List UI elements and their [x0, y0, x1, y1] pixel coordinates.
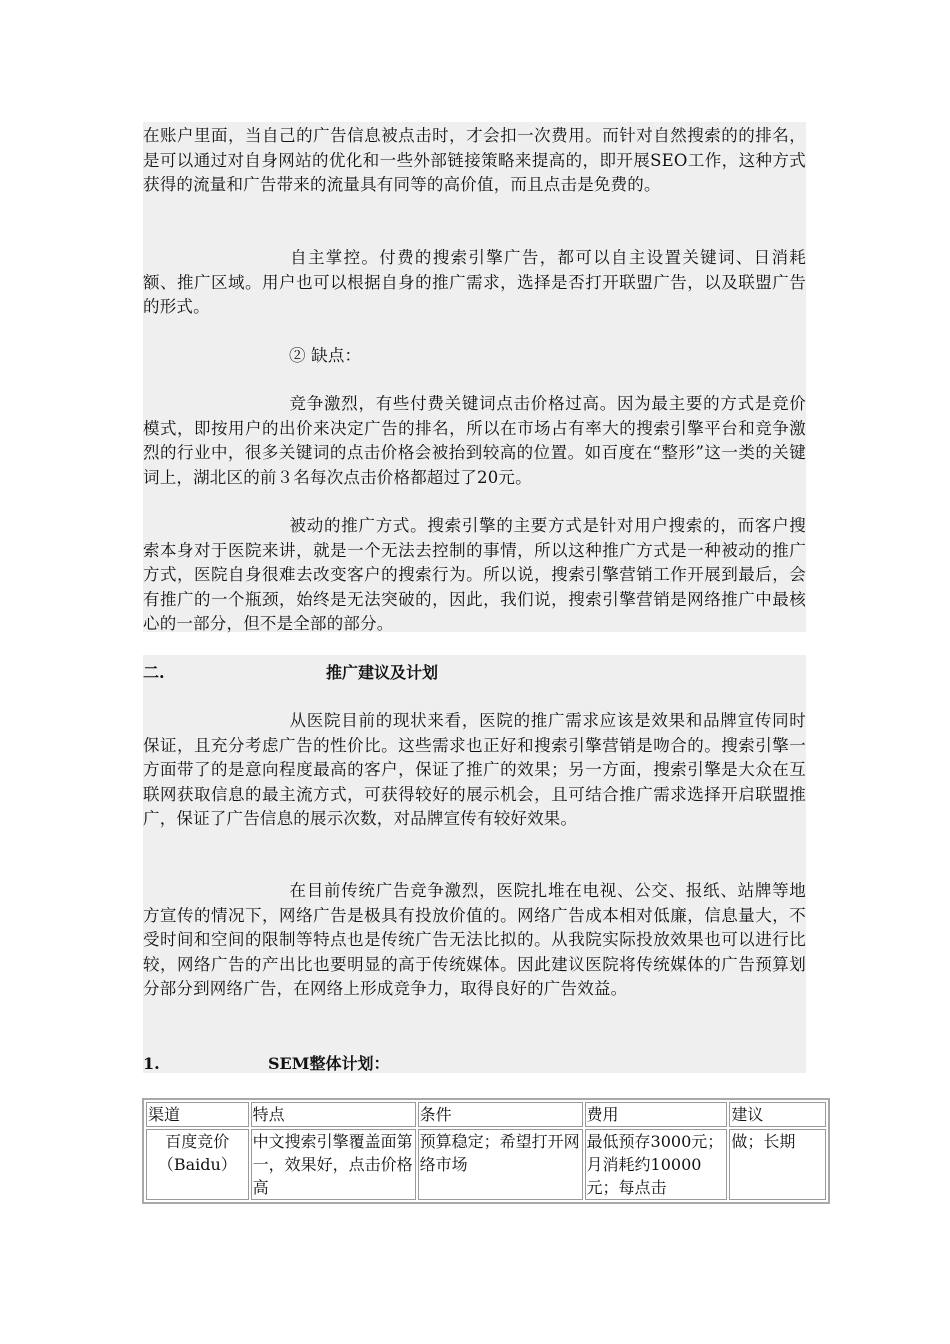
section-title: SEM整体计划：: [268, 1054, 390, 1073]
table-header-cell: 特点: [251, 1102, 416, 1127]
paragraph-text: 从医院目前的现状来看，医院的推广需求应该是效果和品牌宣传同时保证，且充分考虑广告的性价比。这些需求也正好和搜索引擎营销是吻合的。搜索引擎一方面带了的是意向程度最高的客户，保证了推广的效果；另一方面，搜索引擎是大众在互联网获取信息的最主流方式，可获得较好的展示机会，且可结合推广需求选择开启联盟推广，保证了广告信息的展示次数，对品牌宣传有较好效果。: [143, 711, 806, 828]
table-cell: 百度竞价（Baidu）: [146, 1129, 249, 1200]
paragraph-passive: [143, 514, 806, 637]
paragraph-current-status: [143, 709, 806, 832]
paragraph-self-control: [143, 246, 806, 320]
paragraph-competition: [143, 392, 806, 490]
table-cell: 做；长期: [729, 1129, 826, 1200]
table-cell: 预算稳定；希望打开网络市场: [418, 1129, 583, 1200]
section-heading-sem: [143, 1052, 390, 1076]
paragraph-disadvantages-label: [143, 344, 806, 369]
table-header-row: [146, 1102, 826, 1127]
paragraph-text: 在目前传统广告竞争激烈，医院扎堆在电视、公交、报纸、站牌等地方宣传的情况下，网络广告是极具有投放价值的。网络广告成本相对低廉，信息量大，不受时间和空间的限制等特点也是传统广告无法比拟的。从我院实际投放效果也可以进行比较，网络广告的产出比也要明显的高于传统媒体。因此建议医院将传统媒体的广告预算划分部分到网络广告，在网络上形成竞争力，取得良好的广告效益。: [143, 881, 806, 998]
paragraph-text: 竞争激烈，有些付费关键词点击价格过高。因为最主要的方式是竞价模式，即按用户的出价来决定广告的排名，所以在市场占有率大的搜索引擎平台和竞争激烈的行业中，很多关键词的点击价格会被抬到较高的位置。如百度在“整形”这一类的关键词上，湖北区的前３名每次点击价格都超过了20元。: [143, 394, 806, 487]
table-cell: 最低预存3000元；月消耗约10000元；每点击: [585, 1129, 728, 1200]
paragraph-traditional-ads: [143, 879, 806, 1002]
sem-plan-table: [142, 1098, 830, 1204]
paragraph-text: 在账户里面，当自己的广告信息被点击时，才会扣一次费用。而针对自然搜索的的排名，是可以通过对自身网站的优化和一些外部链接策略来提高的，即开展SEO工作，这种方式获得的流量和广告带来的流量具有同等的高价值，而且点击是免费的。: [143, 126, 806, 194]
table-header-cell: 费用: [585, 1102, 728, 1127]
table-row: [146, 1129, 826, 1200]
paragraph-text: 被动的推广方式。搜索引擎的主要方式是针对用户搜索的，而客户搜索本身对于医院来讲，就是一个无法去控制的事情，所以这种推广方式是一种被动的推广方式，医院自身很难去改变客户的搜索行为。所以说，搜索引擎营销工作开展到最后，会有推广的一个瓶颈，始终是无法突破的，因此，我们说，搜索引擎营销是网络推广中最核心的一部分，但不是全部的部分。: [143, 516, 806, 633]
section-heading-2: [143, 661, 439, 685]
paragraph-text: ② 缺点：: [289, 346, 362, 365]
section-number: 1.: [143, 1054, 160, 1073]
table-header-cell: 建议: [729, 1102, 826, 1127]
table-header-cell: 条件: [418, 1102, 583, 1127]
paragraph-advantage-cost: [143, 124, 806, 198]
section-number: 二.: [143, 663, 165, 682]
paragraph-text: 自主掌控。付费的搜索引擎广告，都可以自主设置关键词、日消耗额、推广区域。用户也可以根据自身的推广需求，选择是否打开联盟广告，以及联盟广告的形式。: [143, 248, 806, 316]
table-cell: 中文搜索引擎覆盖面第一，效果好，点击价格高: [251, 1129, 416, 1200]
table-header-cell: 渠道: [146, 1102, 249, 1127]
section-title: 推广建议及计划: [326, 663, 439, 682]
